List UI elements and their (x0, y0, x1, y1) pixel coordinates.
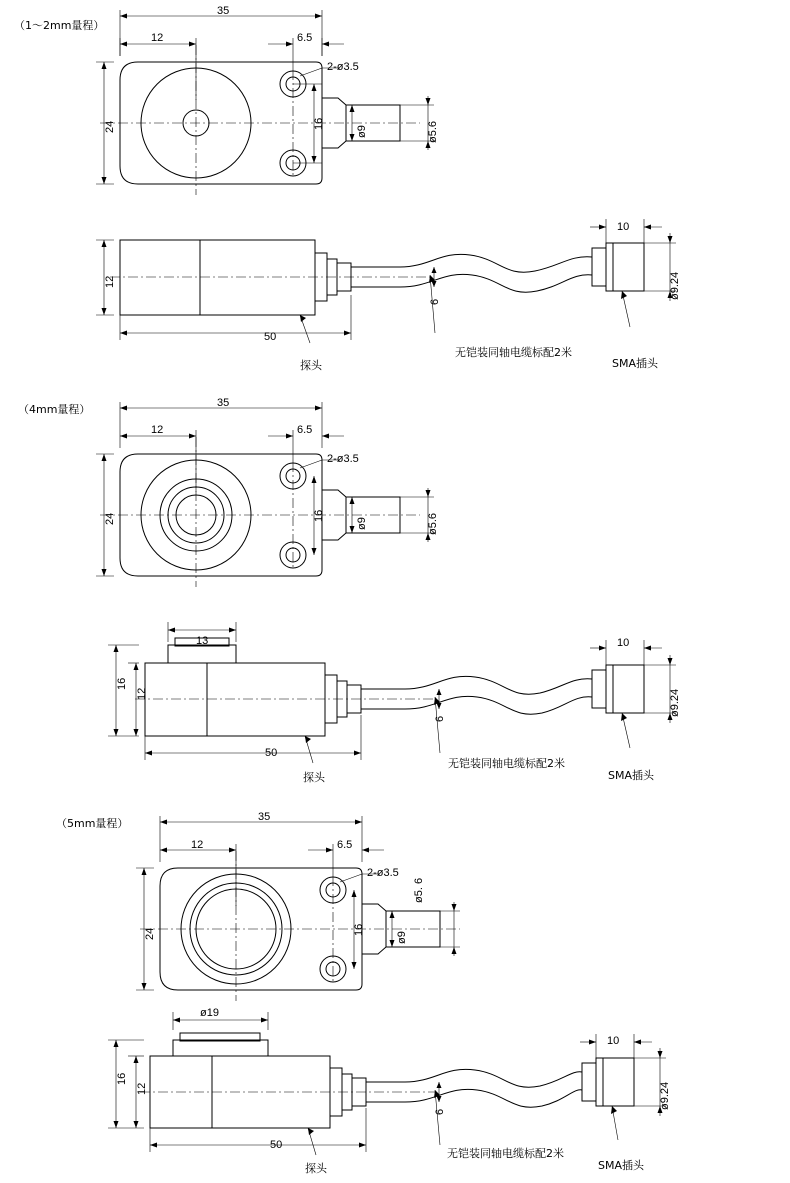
cable-label-3: 无铠装同轴电缆标配2米 (447, 1147, 564, 1160)
hole-callout-1: 2-ø3.5 (327, 61, 359, 73)
dim-16-side-2: 16 (116, 677, 128, 690)
dim-d56-1: ø5.6 (427, 120, 439, 143)
dim-d9-3: ø9 (396, 931, 408, 944)
dim-10-2: 10 (617, 637, 630, 649)
dim-6-1: 6 (429, 298, 441, 305)
dim-35-1: 35 (217, 5, 230, 17)
hole-callout-2: 2-ø3.5 (327, 453, 359, 465)
sma-label-3: SMA插头 (598, 1159, 644, 1172)
sma-label-1: SMA插头 (612, 357, 658, 370)
hole-callout-3: 2-ø3.5 (367, 867, 399, 879)
dim-6-3: 6 (434, 1108, 446, 1115)
front-view-3 (40, 806, 540, 1011)
cable-label-1: 无铠装同轴电缆标配2米 (455, 346, 572, 359)
front-view-1 (0, 0, 500, 210)
dim-12-side-2: 12 (136, 687, 148, 700)
section-title-3: （5mm量程） (56, 817, 129, 830)
dim-d56-2: ø5.6 (427, 512, 439, 535)
probe-label-2: 探头 (303, 771, 325, 784)
dim-24-1: 24 (104, 120, 116, 133)
dim-65-1: 6.5 (297, 32, 313, 44)
dim-50-2: 50 (265, 747, 278, 759)
dim-16-side-3: 16 (116, 1072, 128, 1085)
dim-50-1: 50 (264, 331, 277, 343)
side-view-1 (0, 215, 760, 375)
probe-label-3: 探头 (305, 1162, 327, 1175)
dim-35-3: 35 (258, 811, 271, 823)
dim-12-1: 12 (151, 32, 164, 44)
probe-label-1: 探头 (300, 359, 322, 372)
dim-6-2: 6 (434, 715, 446, 722)
dim-d9-1: ø9 (356, 125, 368, 138)
dim-16-1: 16 (313, 117, 325, 130)
front-view-2 (0, 392, 500, 602)
side-view-2 (0, 620, 760, 780)
dim-50-3: 50 (270, 1139, 283, 1151)
dim-12-3: 12 (191, 839, 204, 851)
dim-13-2: 13 (196, 635, 209, 647)
dim-65-3: 6.5 (337, 839, 353, 851)
section-title-1: （1～2mm量程） (14, 19, 105, 32)
dim-24-2: 24 (104, 512, 116, 525)
dim-d19-3: ø19 (200, 1007, 219, 1019)
dim-12-side-3: 12 (136, 1082, 148, 1095)
dim-d924-3: ø9.24 (659, 1081, 671, 1110)
dim-16-3: 16 (353, 923, 365, 936)
dim-d924-2: ø9.24 (669, 688, 681, 717)
dim-10-3: 10 (607, 1035, 620, 1047)
sma-label-2: SMA插头 (608, 769, 654, 782)
dim-12-2: 12 (151, 424, 164, 436)
cable-label-2: 无铠装同轴电缆标配2米 (448, 757, 565, 770)
dim-65-2: 6.5 (297, 424, 313, 436)
dim-d56-3: ø5. 6 (413, 877, 425, 903)
dim-d924-1: ø9.24 (669, 271, 681, 300)
section-title-2: （4mm量程） (18, 403, 91, 416)
dim-24-3: 24 (144, 927, 156, 940)
dim-d9-2: ø9 (356, 517, 368, 530)
dim-12-side-1: 12 (104, 275, 116, 288)
dim-10-1: 10 (617, 221, 630, 233)
dim-35-2: 35 (217, 397, 230, 409)
side-view-3 (0, 1000, 760, 1180)
dim-16-2: 16 (313, 509, 325, 522)
